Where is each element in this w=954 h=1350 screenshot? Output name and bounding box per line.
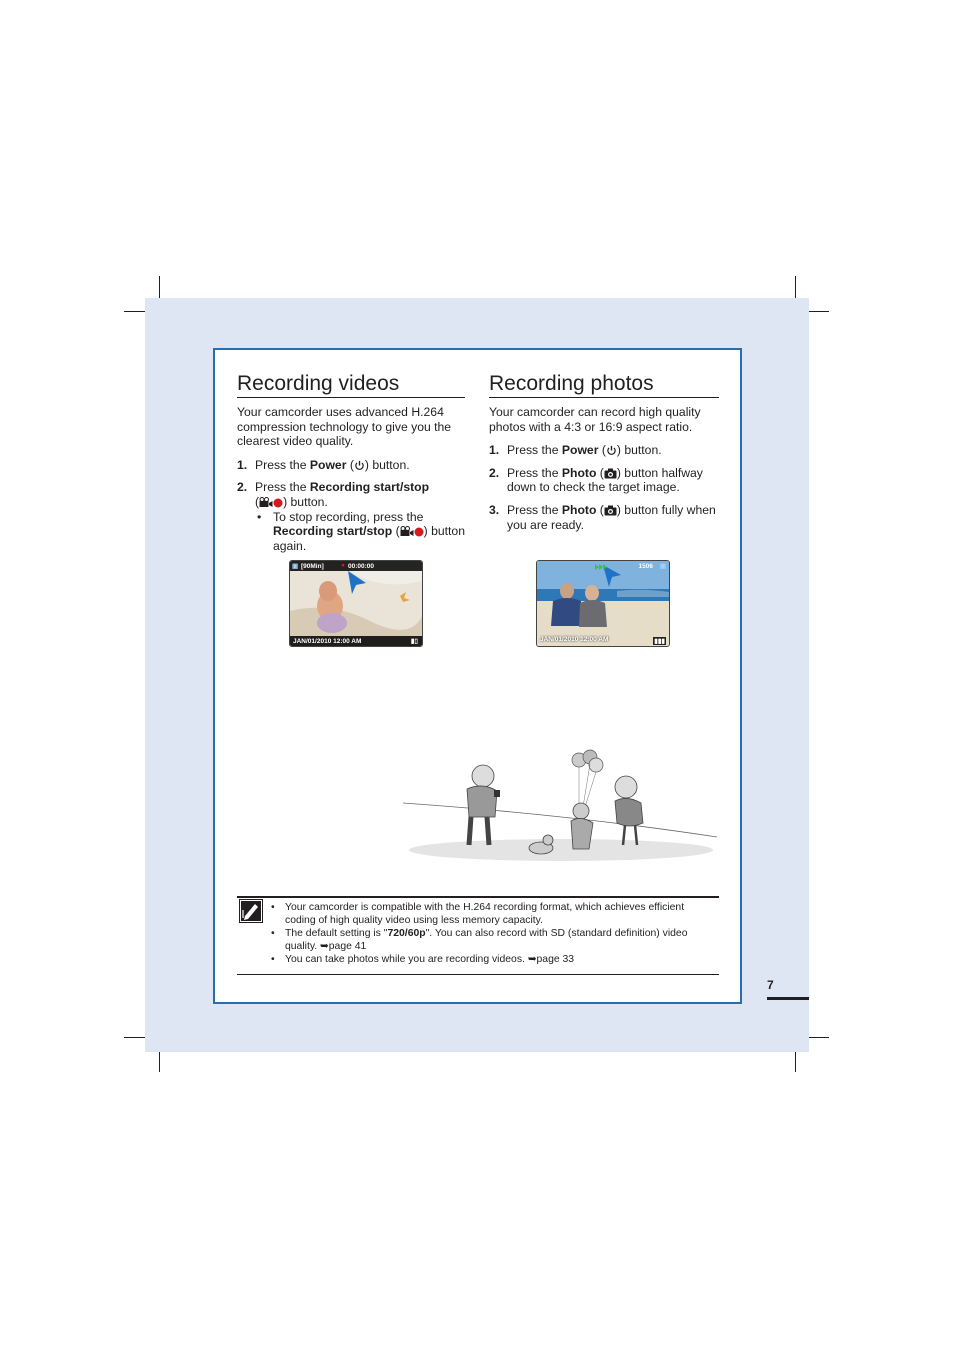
crop-mark xyxy=(159,276,160,300)
record-dot-icon xyxy=(273,498,283,508)
date-time: JAN/01/2010 12:00 AM xyxy=(293,637,362,645)
power-icon xyxy=(354,460,365,471)
step-item: 2. Press the Photo ( ) button halfway down to check the target image. xyxy=(489,465,703,495)
page-ref-arrow-icon: ➥ xyxy=(527,954,537,966)
video-camera-icon xyxy=(259,497,273,508)
camera-icon xyxy=(604,505,617,516)
page-reference-link[interactable]: page 41 xyxy=(328,940,367,952)
photo-lcd-screen xyxy=(536,560,670,647)
steps-list xyxy=(489,443,719,532)
page-ref-arrow-icon: ➥ xyxy=(320,940,329,952)
note-icon xyxy=(239,899,263,923)
step-item: 1. Press the Power ( ) button. xyxy=(489,443,662,458)
record-dot-icon xyxy=(414,527,424,537)
divider xyxy=(237,974,719,975)
notes-list xyxy=(285,902,715,967)
resolution-icon: ▣ xyxy=(659,563,666,570)
battery-icon: ▮▯ xyxy=(410,638,418,645)
intro-text: Your camcorder uses advanced H.264 compression technology to give you the clearest video quality. xyxy=(237,405,452,449)
note-item: • You can take photos while you are recording videos. ➥page 33 xyxy=(285,954,715,967)
step-number: 1. xyxy=(489,443,500,458)
sub-bullets xyxy=(255,510,465,554)
video-mode-icon: ▣ xyxy=(292,563,299,570)
photo-count: 1506 xyxy=(638,563,653,570)
step-number: 1. xyxy=(237,457,248,472)
step-item: 1. Press the Power ( ) button. xyxy=(237,457,410,472)
camera-icon xyxy=(604,468,617,479)
remaining-time: [90Min] xyxy=(301,562,324,570)
divider xyxy=(237,896,719,898)
step-number: 3. xyxy=(489,502,500,517)
family-illustration xyxy=(403,745,719,868)
step-item: 2. Press the Recording start/stop ( ) button. • To stop recording, press the Recording start/stop ( ) button again. xyxy=(237,480,465,553)
recording-photos-section xyxy=(489,372,719,540)
page-number-bar xyxy=(767,997,809,1000)
timecode: 00:00:00 xyxy=(348,562,375,570)
step-number: 2. xyxy=(237,480,248,495)
page-number: 7 xyxy=(767,978,774,992)
section-title: Recording photos xyxy=(489,372,719,398)
note-item: • The default setting is "720/60p". You can also record with SD (standard definition) video quality. ➥page 41 xyxy=(285,928,715,954)
date-time: JAN/01/2010 12:00 AM xyxy=(540,636,609,643)
page-reference-link[interactable]: page 33 xyxy=(536,954,575,966)
step-number: 2. xyxy=(489,465,500,480)
baby-on-beach-image xyxy=(290,561,422,646)
section-title: Recording videos xyxy=(237,372,465,398)
intro-text: Your camcorder can record high quality photos with a 4:3 or 16:9 aspect ratio. xyxy=(489,405,701,434)
crop-mark xyxy=(795,276,796,300)
video-lcd-screen xyxy=(289,560,423,647)
power-icon xyxy=(606,445,617,456)
couple-on-beach-image xyxy=(537,561,669,646)
bullet-item: • To stop recording, press the Recording start/stop ( ) button again. xyxy=(273,510,465,554)
video-camera-icon xyxy=(400,526,414,537)
record-indicator-icon: ● xyxy=(341,562,345,569)
content-panel xyxy=(213,348,742,1004)
step-item: 3. Press the Photo ( ) button fully when you are ready. xyxy=(489,502,716,532)
recording-videos-section xyxy=(237,372,465,561)
note-item: • Your camcorder is compatible with the H.264 recording format, which achieves efficient coding of high quality video using less memory capacity. xyxy=(285,902,715,928)
battery-icon: ▮▮▮ xyxy=(654,638,665,645)
steps-list xyxy=(237,458,465,554)
